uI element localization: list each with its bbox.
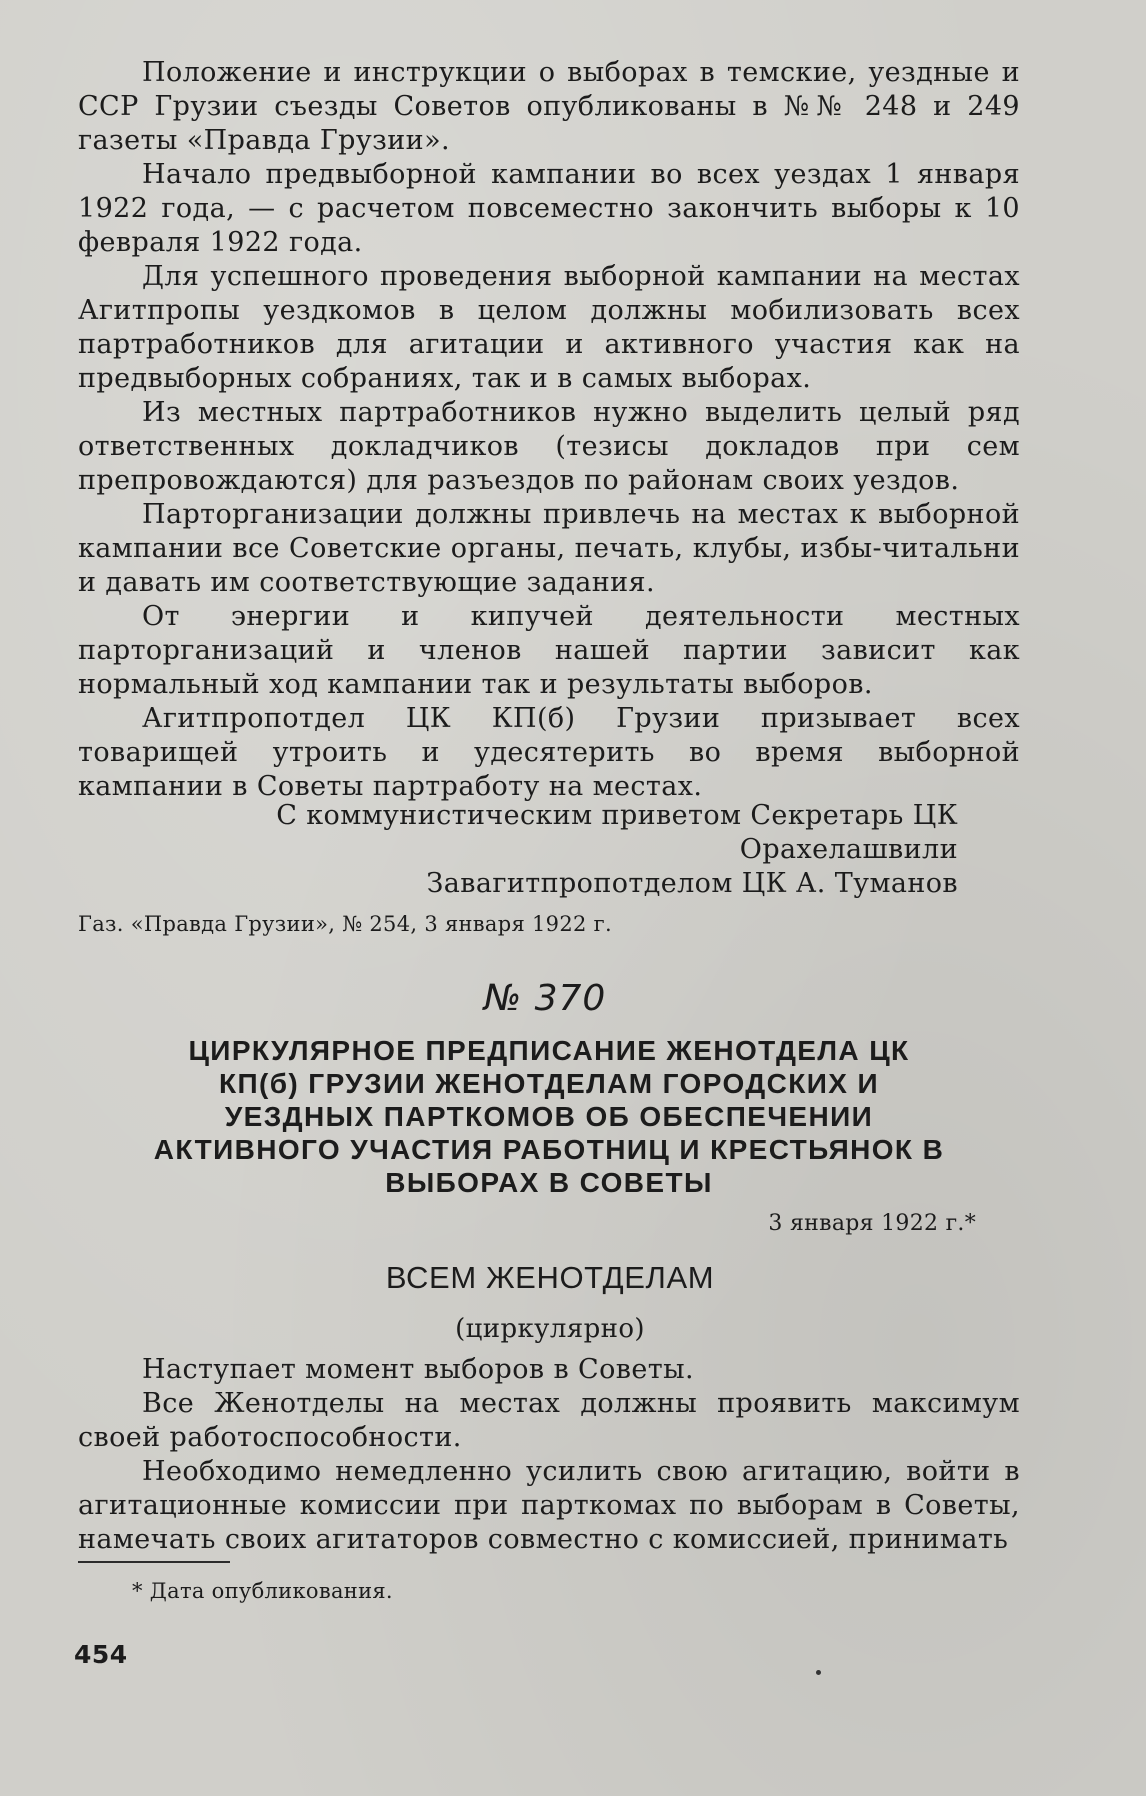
paragraph: Агитпропотдел ЦК КП(б) Грузии призывает всех товарищей утроить и удесятерить во время выборной кампании в Советы партработу на местах. xyxy=(78,703,1020,802)
title-line: УЕЗДНЫХ ПАРТКОМОВ ОБ ОБЕСПЕЧЕНИИ xyxy=(224,1101,874,1132)
paragraph: Наступает момент выборов в Советы. xyxy=(142,1354,694,1385)
paragraph: Положение и инструкции о выборах в темские, уездные и ССР Грузии съезды Советов опубликованы в №№ 248 и 249 газеты «Правда Грузии». xyxy=(78,57,1020,156)
title-line: ЦИРКУЛЯРНОЕ ПРЕДПИСАНИЕ ЖЕНОТДЕЛА ЦК xyxy=(188,1035,910,1066)
title-line: КП(б) ГРУЗИИ ЖЕНОТДЕЛАМ ГОРОДСКИХ И xyxy=(218,1068,880,1099)
intro-text xyxy=(78,56,1020,804)
footnote-divider xyxy=(78,1561,230,1563)
print-speck xyxy=(816,1670,821,1675)
signature-block xyxy=(258,799,958,901)
source-citation: Газ. «Правда Грузии», № 254, 3 января 1922 г. xyxy=(78,912,612,936)
title-line: ВЫБОРАХ В СОВЕТЫ xyxy=(385,1167,713,1198)
paragraph: Начало предвыборной кампании во всех уездах 1 января 1922 года, — с расчетом повсеместно закончить выборы к 10 февраля 1922 года. xyxy=(78,159,1020,258)
paragraph: Парторганизации должны привлечь на местах к выборной кампании все Советские органы, печать, клубы, избы-читальни и давать им соответствующие задания. xyxy=(78,499,1020,598)
paragraph: Из местных партработников нужно выделить целый ряд ответственных докладчиков (тезисы докладов при сем препровождаются) для разъездов по районам своих уездов. xyxy=(78,397,1020,496)
signature-line: С коммунистическим приветом Секретарь ЦК xyxy=(276,800,958,831)
body-text xyxy=(78,1353,1020,1557)
addressee-heading: ВСЕМ ЖЕНОТДЕЛАМ xyxy=(385,1260,715,1295)
signature-line: Орахелашвили xyxy=(739,834,958,865)
footnote: * Дата опубликования. xyxy=(132,1579,393,1603)
paragraph: От энергии и кипучей деятельности местных парторганизаций и членов нашей партии зависит как нормальный ход кампании так и результаты выборов. xyxy=(78,601,1020,700)
signature-line: Завагитпропотделом ЦК А. Туманов xyxy=(426,868,958,899)
paragraph: Все Женотделы на местах должны проявить максимум своей работоспособности. xyxy=(78,1388,1020,1453)
paragraph: Для успешного проведения выборной кампании на местах Агитпропы уездкомов в целом должны мобилизовать всех партработников для агитации и активного участия как на предвыборных собраниях, так и в самых выборах. xyxy=(78,261,1020,394)
document-number: № 370 xyxy=(483,978,607,1019)
title-line: АКТИВНОГО УЧАСТИЯ РАБОТНИЦ И КРЕСТЬЯНОК В xyxy=(153,1134,945,1165)
circular-subheading: (циркулярно) xyxy=(455,1314,645,1344)
paragraph: Необходимо немедленно усилить свою агитацию, войти в агитационные комиссии при парткомах по выборам в Советы, намечать своих агитаторов совместно с комиссией, принимать xyxy=(78,1456,1020,1555)
document-date: 3 января 1922 г.* xyxy=(768,1211,976,1236)
page-number: 454 xyxy=(74,1640,128,1669)
document-title xyxy=(78,1034,1020,1199)
